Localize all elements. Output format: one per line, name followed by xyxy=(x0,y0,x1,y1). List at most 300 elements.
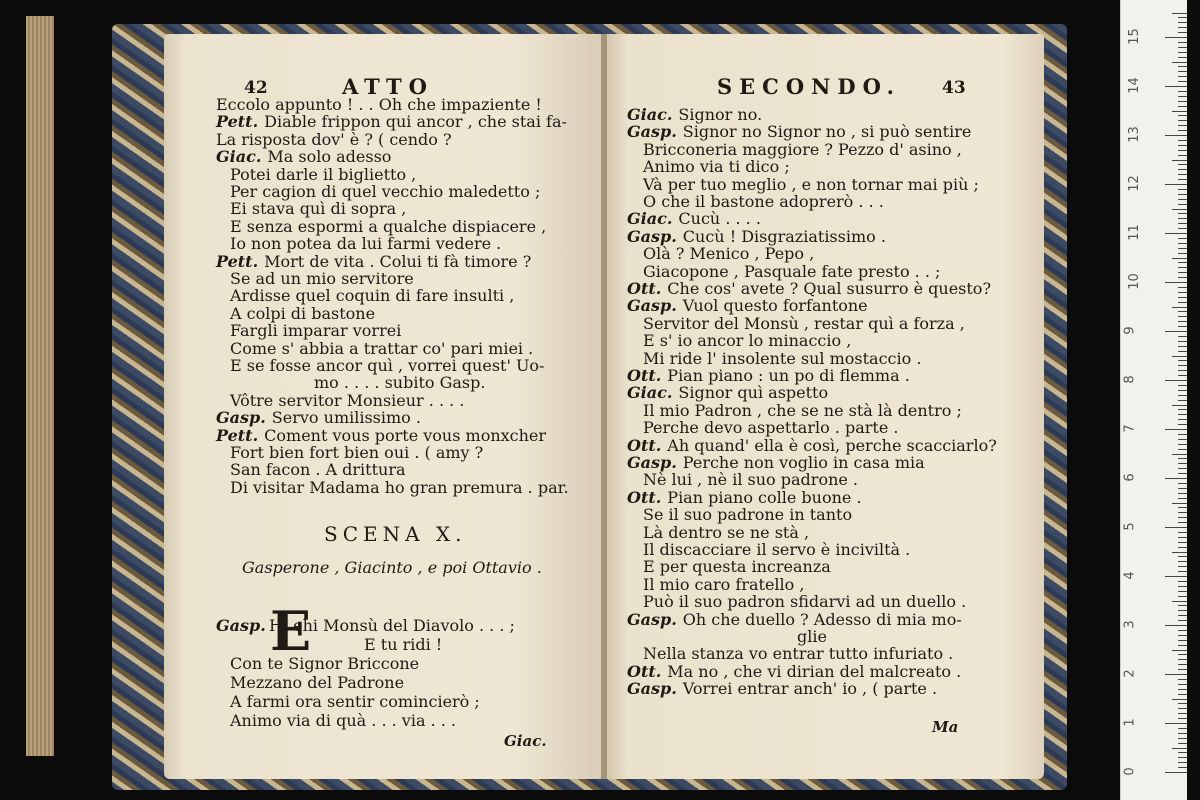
ruler-tick xyxy=(1178,654,1187,655)
line-text: Coment vous porte vous monxcher xyxy=(264,425,547,445)
ruler-tick xyxy=(1178,419,1187,420)
ruler-tick xyxy=(1178,267,1187,268)
text-line xyxy=(216,253,531,271)
text-line xyxy=(230,166,416,184)
line-text: E se fosse ancor quì , vorrei quest' Uo- xyxy=(230,356,545,375)
line-text: Bricconeria maggiore ? Pezzo d' asino , xyxy=(643,139,962,159)
line-text: Ardisse quel coquin di fare insulti , xyxy=(230,286,515,306)
speaker-label: Gasp. xyxy=(627,453,677,472)
ruler-number: 9 xyxy=(1122,326,1138,335)
speaker-label: Pett. xyxy=(216,112,259,132)
ruler-tick xyxy=(1165,331,1187,332)
text-line xyxy=(627,611,962,629)
line-text: Io non potea da lui farmi vedere . xyxy=(230,234,502,254)
ruler-tick xyxy=(1178,694,1187,695)
text-line xyxy=(643,593,966,611)
line-text: Se il suo padrone in tanto xyxy=(643,505,853,525)
ruler-tick xyxy=(1178,71,1187,72)
running-header-right: SECONDO. xyxy=(717,74,901,99)
ruler-tick xyxy=(1178,596,1187,597)
speaker-label: Ott. xyxy=(627,661,662,681)
ruler-tick xyxy=(1178,743,1187,744)
text-line xyxy=(643,402,962,420)
page-number-left: 42 xyxy=(244,78,268,98)
speaker-label: Giac. xyxy=(627,105,673,124)
ruler-number: 3 xyxy=(1122,620,1138,629)
ruler-tick xyxy=(1178,125,1187,126)
line-text: E per questa increanza xyxy=(643,557,831,577)
text-line xyxy=(643,332,851,350)
ruler-tick xyxy=(1178,512,1187,513)
text-line xyxy=(216,96,542,114)
text-line xyxy=(216,131,452,149)
ruler-tick xyxy=(1178,684,1187,685)
ruler-tick xyxy=(1165,772,1187,773)
page-block-edge xyxy=(26,16,54,756)
text-line xyxy=(643,419,898,437)
ruler-tick xyxy=(1178,164,1187,165)
ruler-tick xyxy=(1178,42,1187,43)
ruler-number: 0 xyxy=(1122,767,1138,776)
ruler-tick xyxy=(1178,346,1187,347)
line-text: Signor quì aspetto xyxy=(678,383,829,403)
text-line xyxy=(314,374,485,392)
ruler-tick xyxy=(1178,326,1187,327)
ruler-tick xyxy=(1178,76,1187,77)
speaker-label: Pett. xyxy=(216,425,259,445)
text-line xyxy=(643,350,921,368)
ruler-tick xyxy=(1178,659,1187,660)
ruler-tick xyxy=(1178,468,1187,469)
ruler-tick xyxy=(1178,238,1187,239)
ruler-tick xyxy=(1178,22,1187,23)
ruler-tick xyxy=(1178,571,1187,572)
text-line xyxy=(230,235,501,253)
ruler-tick xyxy=(1178,444,1187,445)
speaker-label: Gasp. xyxy=(627,679,677,699)
line-text: Và per tuo meglio , e non tornar mai più ; xyxy=(643,174,979,194)
text-line xyxy=(230,287,514,305)
text-line xyxy=(230,183,540,201)
scene-text-line: Hi ehi Monsù del Diavolo . . . ; xyxy=(269,616,515,635)
scene-characters: Gasperone , Giacinto , e poi Ottavio . xyxy=(242,558,542,577)
ruler-tick xyxy=(1178,733,1187,734)
text-line xyxy=(643,158,790,176)
line-text: Pian piano colle buone . xyxy=(667,487,862,507)
text-line xyxy=(216,409,421,427)
text-line xyxy=(627,680,937,698)
text-line xyxy=(230,322,401,340)
ruler-number: 6 xyxy=(1122,473,1138,482)
ruler-tick xyxy=(1172,13,1187,14)
line-text: Se ad un mio servitore xyxy=(230,269,414,288)
speaker-label: Giac. xyxy=(216,147,262,167)
running-header-left: ATTO xyxy=(342,74,434,99)
text-line xyxy=(216,113,567,131)
text-line xyxy=(643,558,831,576)
ruler-tick xyxy=(1165,429,1187,430)
line-text: Mort de vita . Colui ti fà timore ? xyxy=(264,251,532,271)
ruler-tick xyxy=(1165,86,1187,87)
ruler-tick xyxy=(1178,365,1187,366)
speaker-label: Ott. xyxy=(627,279,662,298)
ruler-tick xyxy=(1178,718,1187,719)
ruler-tick xyxy=(1178,395,1187,396)
ruler-tick xyxy=(1165,233,1187,234)
ruler-tick xyxy=(1172,209,1187,210)
text-line xyxy=(627,454,925,472)
ruler-tick xyxy=(1165,625,1187,626)
text-line xyxy=(643,506,852,524)
ruler-tick xyxy=(1178,17,1187,18)
text-line xyxy=(230,200,406,218)
ruler-number: 5 xyxy=(1122,522,1138,531)
ruler-tick xyxy=(1178,556,1187,557)
text-line xyxy=(797,628,827,646)
text-line xyxy=(627,384,828,402)
ruler-tick xyxy=(1178,287,1187,288)
scene-text-line: Con te Signor Briccone xyxy=(230,654,420,673)
ruler-tick xyxy=(1178,57,1187,58)
ruler-tick xyxy=(1172,552,1187,553)
ruler-number: 4 xyxy=(1122,571,1138,580)
ruler-tick xyxy=(1178,213,1187,214)
ruler-tick xyxy=(1178,488,1187,489)
speaker-label: Gasp. xyxy=(627,226,677,246)
line-text: Il discacciare il servo è inciviltà . xyxy=(643,540,911,559)
speaker-label: Gasp. xyxy=(627,122,677,142)
speaker-label: Giac. xyxy=(627,383,673,403)
line-text: Vôtre servitor Monsieur . . . . xyxy=(230,390,465,410)
ruler-tick xyxy=(1178,130,1187,131)
ruler-tick xyxy=(1178,336,1187,337)
text-line xyxy=(230,392,464,410)
text-line xyxy=(643,541,910,559)
line-text: Che cos' avete ? Qual susurro è questo? xyxy=(667,279,992,298)
text-line xyxy=(627,437,997,455)
line-text: Mi ride l' insolente sul mostaccio . xyxy=(643,348,922,368)
line-text: Può il suo padron sfidarvi ad un duello . xyxy=(643,592,967,612)
text-line xyxy=(643,645,953,663)
ruler-tick xyxy=(1178,615,1187,616)
ruler-tick xyxy=(1172,405,1187,406)
scene-text-line: A farmi ora sentir comincierò ; xyxy=(230,692,480,711)
ruler-number: 15 xyxy=(1126,28,1142,45)
text-line xyxy=(216,148,391,166)
ruler-tick xyxy=(1178,409,1187,410)
text-line xyxy=(230,357,544,375)
line-text: Il mio Padron , che se ne stà là dentro ; xyxy=(643,400,962,420)
line-text: Fargli imparar vorrei xyxy=(230,321,402,341)
measuring-ruler xyxy=(1120,0,1187,800)
text-line xyxy=(627,106,762,124)
text-line xyxy=(643,576,804,594)
ruler-tick xyxy=(1165,674,1187,675)
line-text: O che il bastone adoprerò . . . xyxy=(643,192,884,211)
ruler-tick xyxy=(1172,307,1187,308)
line-text: Nè lui , nè il suo padrone . xyxy=(643,470,859,490)
ruler-tick xyxy=(1178,218,1187,219)
text-line xyxy=(643,263,940,281)
line-text: Ma solo adesso xyxy=(267,147,392,167)
ruler-tick xyxy=(1178,52,1187,53)
ruler-tick xyxy=(1178,120,1187,121)
ruler-number: 7 xyxy=(1122,424,1138,433)
ruler-tick xyxy=(1165,184,1187,185)
ruler-tick xyxy=(1178,179,1187,180)
ruler-tick xyxy=(1178,204,1187,205)
line-text: Oh che duello ? Adesso di mia mo- xyxy=(682,609,962,629)
ruler-tick xyxy=(1178,66,1187,67)
ruler-number: 14 xyxy=(1126,77,1142,94)
speaker-label: Ott. xyxy=(627,435,662,455)
ruler-tick xyxy=(1178,762,1187,763)
ruler-tick xyxy=(1178,277,1187,278)
text-line xyxy=(230,340,533,358)
ruler-tick xyxy=(1178,360,1187,361)
ruler-tick xyxy=(1172,601,1187,602)
ruler-tick xyxy=(1178,414,1187,415)
speaker-label: Ott. xyxy=(627,366,662,385)
ruler-tick xyxy=(1172,356,1187,357)
ruler-tick xyxy=(1178,498,1187,499)
line-text: Là dentro se ne stà , xyxy=(643,522,810,542)
line-text: Eccolo appunto ! . . Oh che impaziente ! xyxy=(216,95,542,114)
left-page xyxy=(164,34,601,779)
ruler-tick xyxy=(1178,321,1187,322)
text-line xyxy=(643,193,884,211)
line-text: Cucù ! Disgraziatissimo . xyxy=(682,226,886,246)
ruler-tick xyxy=(1178,262,1187,263)
ruler-tick xyxy=(1178,630,1187,631)
ruler-tick xyxy=(1178,253,1187,254)
text-line xyxy=(643,524,809,542)
ruler-tick xyxy=(1178,669,1187,670)
ruler-tick xyxy=(1178,542,1187,543)
ruler-tick xyxy=(1178,449,1187,450)
ruler-tick xyxy=(1178,547,1187,548)
ruler-tick xyxy=(1165,380,1187,381)
ruler-tick xyxy=(1178,47,1187,48)
ruler-tick xyxy=(1178,106,1187,107)
ruler-tick xyxy=(1178,248,1187,249)
ruler-tick xyxy=(1178,370,1187,371)
text-line xyxy=(643,315,965,333)
line-text: Fort bien fort bien oui . ( amy ? xyxy=(230,443,484,462)
line-text: Vorrei entrar anch' io , ( parte . xyxy=(682,679,938,699)
ruler-tick xyxy=(1178,689,1187,690)
ruler-tick xyxy=(1178,150,1187,151)
text-line xyxy=(627,297,868,315)
scene-text-line: Animo via di quà . . . via . . . xyxy=(230,711,456,730)
ruler-tick xyxy=(1178,228,1187,229)
ruler-tick xyxy=(1178,424,1187,425)
ruler-tick xyxy=(1178,272,1187,273)
ruler-tick xyxy=(1178,316,1187,317)
ruler-tick xyxy=(1178,517,1187,518)
ruler-tick xyxy=(1178,522,1187,523)
ruler-tick xyxy=(1178,566,1187,567)
ruler-tick xyxy=(1178,713,1187,714)
ruler-tick xyxy=(1178,507,1187,508)
ruler-tick xyxy=(1178,473,1187,474)
line-text: Nella stanza vo entrar tutto infuriato . xyxy=(643,644,954,664)
ruler-tick xyxy=(1178,757,1187,758)
ruler-tick xyxy=(1172,503,1187,504)
ruler-tick xyxy=(1178,620,1187,621)
text-line xyxy=(230,218,546,236)
ruler-tick xyxy=(1178,752,1187,753)
ruler-tick xyxy=(1172,748,1187,749)
ruler-tick xyxy=(1178,101,1187,102)
ruler-tick xyxy=(1178,155,1187,156)
ruler-tick xyxy=(1178,586,1187,587)
ruler-tick xyxy=(1178,400,1187,401)
ruler-tick xyxy=(1178,537,1187,538)
line-text: Signor no Signor no , si può sentire xyxy=(682,122,972,142)
ruler-tick xyxy=(1165,723,1187,724)
ruler-tick xyxy=(1165,135,1187,136)
line-text: Olà ? Menico , Pepo , xyxy=(643,244,815,264)
right-page xyxy=(607,34,1044,779)
ruler-tick xyxy=(1165,282,1187,283)
text-line xyxy=(627,123,971,141)
catchword-right: Ma xyxy=(932,718,959,736)
line-text: E senza espormi a qualche dispiacere , xyxy=(230,216,547,236)
ruler-tick xyxy=(1178,483,1187,484)
text-line xyxy=(643,245,814,263)
scene-heading: SCENA X. xyxy=(324,522,467,546)
line-text: Servo umilissimo . xyxy=(271,408,421,428)
ruler-tick xyxy=(1165,37,1187,38)
line-text: Cucù . . . . xyxy=(678,209,761,229)
speaker-label: Pett. xyxy=(216,251,259,271)
ruler-tick xyxy=(1178,189,1187,190)
text-line xyxy=(230,305,375,323)
line-text: E s' io ancor lo minaccio , xyxy=(643,331,852,351)
ruler-tick xyxy=(1172,160,1187,161)
line-text: Potei darle il biglietto , xyxy=(230,164,417,184)
speaker-label: Gasp. xyxy=(216,408,266,428)
ruler-tick xyxy=(1178,311,1187,312)
ruler-tick xyxy=(1178,81,1187,82)
ruler-tick xyxy=(1178,434,1187,435)
ruler-number: 11 xyxy=(1126,224,1142,241)
ruler-number: 10 xyxy=(1126,273,1142,290)
line-text: San facon . A drittura xyxy=(230,460,406,480)
line-text: Giacopone , Pasquale fate presto . . ; xyxy=(643,261,941,281)
ruler-tick xyxy=(1165,527,1187,528)
ruler-tick xyxy=(1172,258,1187,259)
ruler-tick xyxy=(1178,645,1187,646)
line-text: Perche devo aspettarlo . parte . xyxy=(643,418,899,438)
ruler-tick xyxy=(1178,96,1187,97)
ruler-tick xyxy=(1178,297,1187,298)
text-line xyxy=(643,176,979,194)
ruler-number: 1 xyxy=(1122,718,1138,727)
ruler-tick xyxy=(1178,561,1187,562)
ruler-tick xyxy=(1178,292,1187,293)
text-line xyxy=(627,367,910,385)
text-line xyxy=(230,461,406,479)
text-line xyxy=(230,270,414,288)
ruler-tick xyxy=(1178,679,1187,680)
line-text: Vuol questo forfantone xyxy=(682,296,868,316)
text-line xyxy=(627,280,991,298)
text-line xyxy=(643,141,962,159)
line-text: mo . . . . subito Gasp. xyxy=(314,373,486,393)
line-text: Perche non voglio in casa mia xyxy=(682,453,925,472)
ruler-tick xyxy=(1165,478,1187,479)
ruler-tick xyxy=(1178,341,1187,342)
line-text: Come s' abbia a trattar co' pari miei . xyxy=(230,338,534,358)
ruler-tick xyxy=(1172,111,1187,112)
ruler-tick xyxy=(1178,581,1187,582)
ruler-tick xyxy=(1178,439,1187,440)
line-text: Pian piano : un po di flemma . xyxy=(667,366,910,385)
line-text: Diable frippon qui ancor , che stai fa- xyxy=(264,112,567,132)
line-text: Per cagion di quel vecchio maledetto ; xyxy=(230,182,541,201)
text-line xyxy=(627,228,886,246)
open-book xyxy=(112,24,1067,790)
ruler-tick xyxy=(1178,302,1187,303)
drop-cap: E xyxy=(270,599,312,663)
ruler-tick xyxy=(1165,576,1187,577)
line-text: Ma no , che vi dirian del malcreato . xyxy=(667,661,962,681)
line-text: Servitor del Monsù , restar quì a forza , xyxy=(643,313,965,333)
ruler-tick xyxy=(1178,458,1187,459)
line-text: Il mio caro fratello , xyxy=(643,574,805,594)
ruler-tick xyxy=(1178,703,1187,704)
line-text: Signor no. xyxy=(678,105,763,124)
line-text: Ei stava quì di sopra , xyxy=(230,199,407,219)
ruler-number: 12 xyxy=(1126,175,1142,192)
ruler-tick xyxy=(1178,532,1187,533)
ruler-tick xyxy=(1172,454,1187,455)
text-line xyxy=(230,479,569,497)
line-text: Ah quand' ella è così, perche scacciarlo? xyxy=(667,435,997,455)
line-text: A colpi di bastone xyxy=(230,303,376,323)
scene-text-line: Mezzano del Padrone xyxy=(230,673,405,692)
speaker-label: Gasp. xyxy=(216,616,266,635)
ruler-tick xyxy=(1178,91,1187,92)
ruler-tick xyxy=(1172,62,1187,63)
ruler-tick xyxy=(1178,385,1187,386)
line-text: Animo via ti dico ; xyxy=(643,157,790,177)
ruler-tick xyxy=(1172,650,1187,651)
speaker-label: Gasp. xyxy=(627,296,677,316)
text-line xyxy=(627,489,862,507)
catchword-left: Giac. xyxy=(504,732,547,750)
ruler-tick xyxy=(1178,664,1187,665)
ruler-tick xyxy=(1178,174,1187,175)
speaker-label: Gasp. xyxy=(627,609,677,629)
ruler-tick xyxy=(1178,375,1187,376)
ruler-tick xyxy=(1178,591,1187,592)
ruler-tick xyxy=(1178,351,1187,352)
ruler-tick xyxy=(1178,635,1187,636)
text-line xyxy=(230,444,483,462)
ruler-tick xyxy=(1178,610,1187,611)
ruler-number: 13 xyxy=(1126,126,1142,143)
text-line xyxy=(643,471,858,489)
ruler-number: 8 xyxy=(1122,375,1138,384)
text-line xyxy=(216,427,546,445)
ruler-tick xyxy=(1178,463,1187,464)
ruler-tick xyxy=(1178,115,1187,116)
ruler-tick xyxy=(1178,32,1187,33)
ruler-tick xyxy=(1178,728,1187,729)
